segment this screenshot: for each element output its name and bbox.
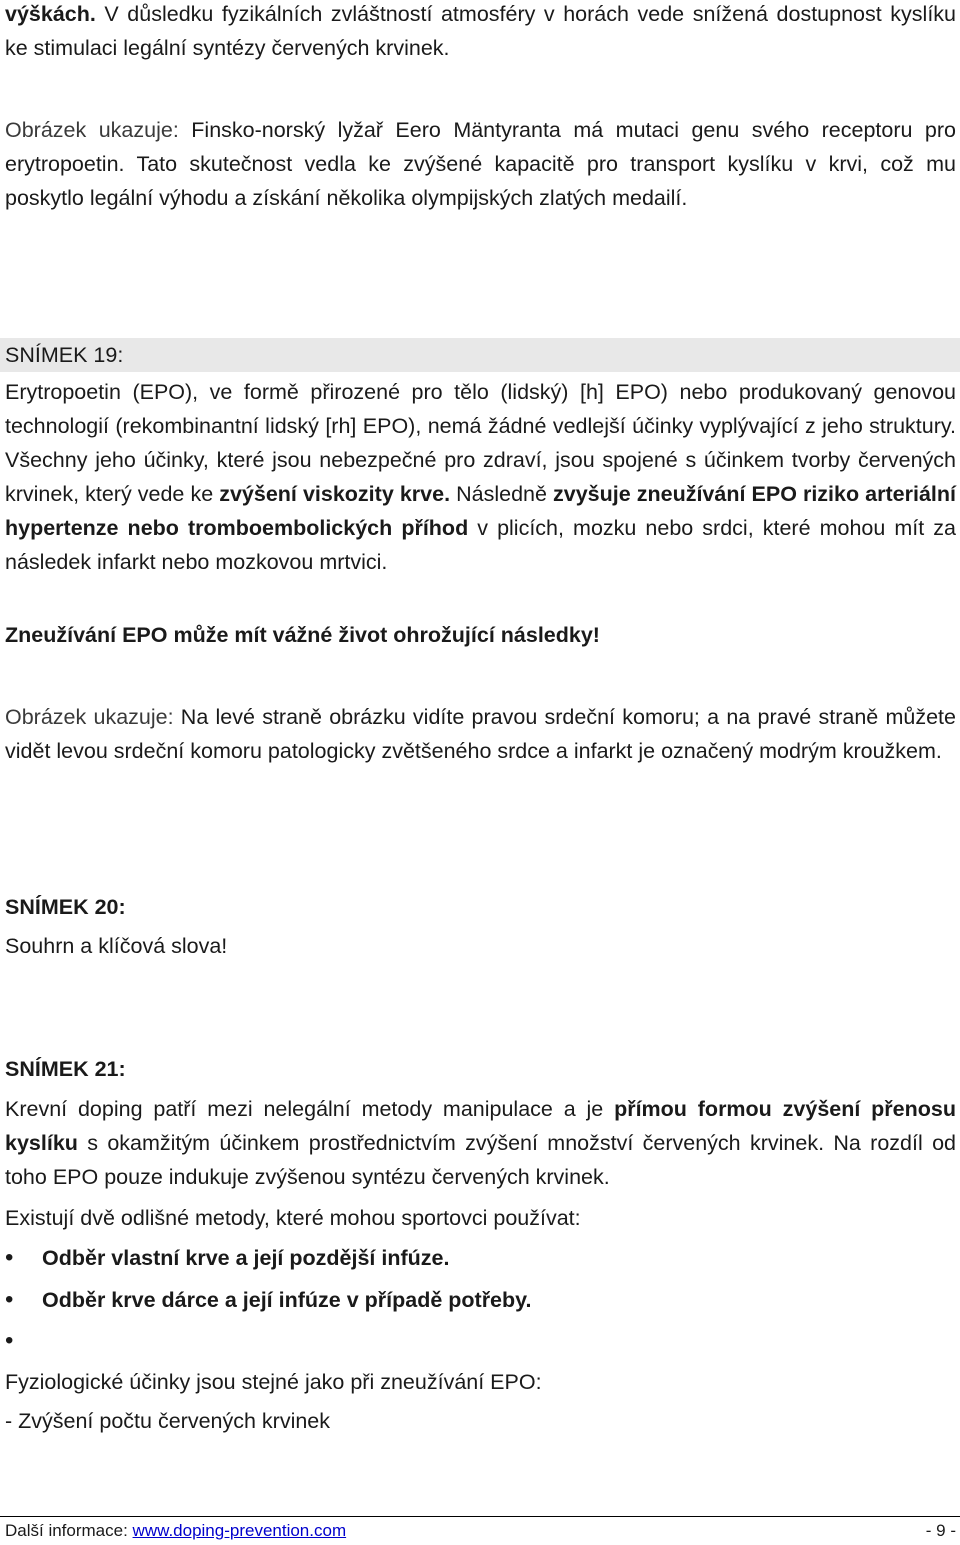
intro-bold: výškách. <box>5 2 96 26</box>
slide-19-heading <box>5 338 956 372</box>
figure-caption-2 <box>5 700 956 768</box>
effect-item <box>5 1404 956 1438</box>
intro-text: V důsledku fyzikálních zvláštností atmosféry v horách vede snížená dostupnost kyslíku ke stimulaci legální syntézy červených krvinek. <box>5 2 956 60</box>
slide-19-p1-bold: zvýšení viskozity krve. <box>219 482 451 506</box>
figure-label-2: Obrázek ukazuje: <box>5 705 174 729</box>
slide-21-heading-text: SNÍMEK 21: <box>5 1057 126 1081</box>
slide-19-warning-text: Zneužívání EPO může mít vážné život ohrožující následky! <box>5 623 600 647</box>
footer <box>5 1519 956 1543</box>
figure-text-1: Finsko-norský lyžař Eero Mäntyranta má mutaci genu svého receptoru pro erytropoetin. Tato skutečnost vedla ke zvýšené kapacitě pro transport kyslíku v krvi, což mu poskytlo legální výhodu a získání několika olympijských zlatých medailí. <box>5 118 956 210</box>
slide-19-p2: Následně <box>450 482 553 506</box>
slide-20-heading <box>5 890 956 924</box>
page-number: - 9 - <box>925 1521 956 1540</box>
slide-19-heading-text: SNÍMEK 19: <box>5 343 124 367</box>
methods-intro-text: Existují dvě odlišné metody, které mohou sportovci používat: <box>5 1206 581 1230</box>
slide-19-warning <box>5 618 956 652</box>
list-item: Odběr vlastní krve a její pozdější infúze. <box>42 1246 450 1270</box>
slide-21-heading <box>5 1052 956 1086</box>
effect-item-text: - Zvýšení počtu červených krvinek <box>5 1409 331 1433</box>
figure-caption-1 <box>5 113 956 215</box>
slide-19-body <box>5 375 956 579</box>
footer-divider <box>0 1516 960 1517</box>
intro-paragraph <box>5 0 956 65</box>
figure-label-1: Obrázek ukazuje: <box>5 118 179 142</box>
bullet-dot-1: • <box>5 1244 14 1271</box>
slide-20-text-content: Souhrn a klíčová slova! <box>5 934 228 958</box>
slide-21-p1-bold: přímou formou zvýšení přenosu kyslíku <box>5 1097 956 1155</box>
slide-20-text <box>5 929 956 963</box>
list-item: Odběr krve dárce a její infúze v případě potřeby. <box>42 1288 532 1312</box>
slide-21-body <box>5 1092 956 1194</box>
slide-21-p1: Krevní doping patří mezi nelegální metody manipulace a je <box>5 1097 615 1121</box>
bullet-dot-3: • <box>5 1327 14 1354</box>
slide-21-p2: s okamžitým účinkem prostřednictvím zvýšení množství červených krvinek. Na rozdíl od toho EPO pouze indukuje zvýšenou syntézu červených krvinek. <box>5 1131 956 1189</box>
effects-intro <box>5 1365 956 1399</box>
methods-intro <box>5 1201 956 1235</box>
effects-intro-text: Fyziologické účinky jsou stejné jako při zneužívání EPO: <box>5 1370 542 1394</box>
footer-label: Další informace: <box>5 1521 133 1540</box>
slide-20-heading-text: SNÍMEK 20: <box>5 895 126 919</box>
bullet-dot-2: • <box>5 1286 14 1313</box>
figure-text-2: Na levé straně obrázku vidíte pravou srdeční komoru; a na pravé straně můžete vidět levou srdeční komoru patologicky zvětšeného srdce a infarkt je označený modrým kroužkem. <box>5 705 956 763</box>
slide-19-p3: v plicích, mozku nebo srdci, které mohou mít za následek infarkt nebo mozkovou mrtvici. <box>5 516 956 574</box>
slide-19-p2-bold: zvyšuje zneužívání EPO riziko arteriální hypertenze nebo tromboembolických příhod <box>5 482 956 540</box>
footer-link[interactable]: www.doping-prevention.com <box>132 1521 347 1540</box>
slide-19-p1: Erytropoetin (EPO), ve formě přirozené pro tělo (lidský) [h] EPO) nebo produkovaný genovou technologií (rekombinantní lidský [rh] EPO), nemá žádné vedlejší účinky vyplývající z jeho struktury. Všechny jeho účinky, které jsou nebezpečné pro zdraví, jsou spojené s účinkem tvorby červených krvinek, který vede ke <box>5 380 956 506</box>
